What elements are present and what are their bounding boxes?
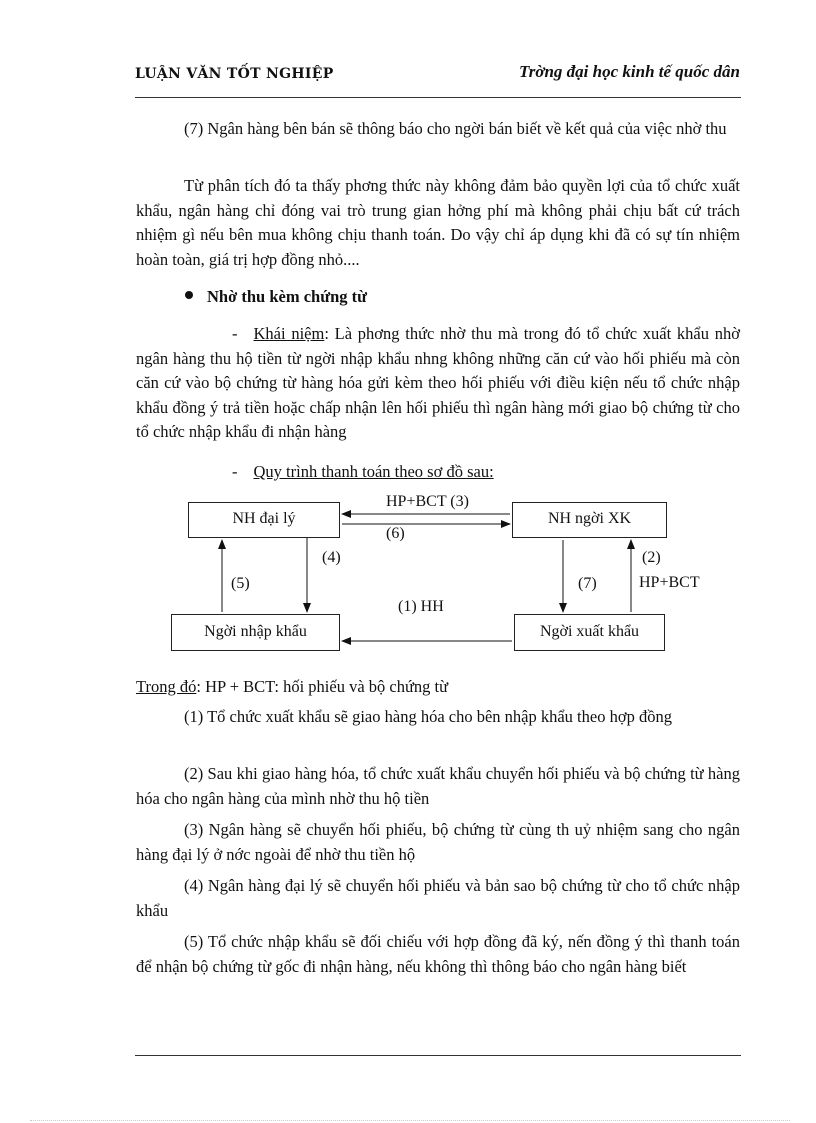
dash-icon: - <box>232 324 238 343</box>
paragraph-analysis: Từ phân tích đó ta thấy phơng thức này không đảm bảo quyền lợi của tổ chức xuất khẩu, ngân hàng chỉ đóng vai trò trung gian hởng phí mà không phải chịu bất cứ trách nhiệm gì nếu bên mua không chịu thanh toán. Do vậy chỉ áp dụng khi đã có sự tín nhiệm hoàn toàn, giá trị hợp đồng nhỏ.... <box>136 176 740 269</box>
label-step-7: (7) <box>578 575 597 592</box>
thesis-header-title: LUẬN VĂN TỐT NGHIỆP <box>135 66 334 82</box>
label-step-6: (6) <box>386 525 405 542</box>
label-step-2-docs: HP+BCT <box>639 574 700 591</box>
step-paragraph-5: (5) Tổ chức nhập khẩu sẽ đối chiếu với hợp đồng đã ký, nến đồng ý thì thanh toán để nhận bộ chứng từ gốc đi nhận hàng, nếu không thì thông báo cho ngân hàng biết <box>136 932 740 976</box>
label-step-4: (4) <box>322 549 341 566</box>
label-step-3: HP+BCT (3) <box>386 493 469 510</box>
legend-label: Trong đó <box>136 677 197 696</box>
process-label: Quy trình thanh toán theo sơ đồ sau: <box>253 462 494 481</box>
box-importer: Ngời nhập khẩu <box>171 614 340 651</box>
footer-divider <box>135 1055 741 1056</box>
legend-text: : HP + BCT: hối phiếu và bộ chứng từ <box>196 677 449 696</box>
paragraph-step-7: (7) Ngân hàng bên bán sẽ thông báo cho ngời bán biết về kết quả của việc nhờ thu <box>184 119 727 138</box>
page-edge-dotted-line <box>30 1120 790 1121</box>
dash-icon: - <box>232 462 238 481</box>
step-paragraph-3: (3) Ngân hàng sẽ chuyển hối phiếu, bộ chứng từ cùng th uỷ nhiệm sang cho ngân hàng đại lý ở nớc ngoài để nhờ thu tiền hộ <box>136 820 740 864</box>
legend-line <box>136 675 740 700</box>
label-step-5: (5) <box>231 575 250 592</box>
label-step-2: (2) <box>642 549 661 566</box>
step-paragraph-1: (1) Tổ chức xuất khẩu sẽ giao hàng hóa cho bên nhập khẩu theo hợp đồng <box>184 707 672 726</box>
step-paragraph-4: (4) Ngân hàng đại lý sẽ chuyển hối phiếu và bản sao bộ chứng từ cho tổ chức nhập khẩu <box>136 876 740 920</box>
label-step-1: (1) HH <box>398 598 444 615</box>
step-paragraph-2: (2) Sau khi giao hàng hóa, tổ chức xuất khẩu chuyển hối phiếu và bộ chứng từ hàng hóa cho ngân hàng của mình nhờ thu hộ tiền <box>136 764 740 808</box>
section-title: Nhờ thu kèm chứng từ <box>207 287 368 306</box>
concept-text: : Là phơng thức nhờ thu mà trong đó tổ chức xuất khẩu nhờ ngân hàng thu hộ tiền từ ngời nhập khẩu nhng không những căn cứ vào hối phiếu mà còn căn cứ vào bộ chứng từ hàng hóa gửi kèm theo hối phiếu với điều kiện nếu tổ chức nhập khẩu đồng ý trả tiền hoặc chấp nhận lên hối phiếu thì ngân hàng mới giao bộ chứng từ cho tổ chức nhập khẩu đi nhận hàng <box>136 324 740 441</box>
concept-label: Khái niệm <box>253 324 325 343</box>
university-header-title: Trờng đại học kinh tế quốc dân <box>518 62 740 81</box>
box-exporter: Ngời xuất khẩu <box>514 614 665 651</box>
box-agent-bank: NH đại lý <box>188 502 340 538</box>
box-exporter-bank: NH ngời XK <box>512 502 667 538</box>
